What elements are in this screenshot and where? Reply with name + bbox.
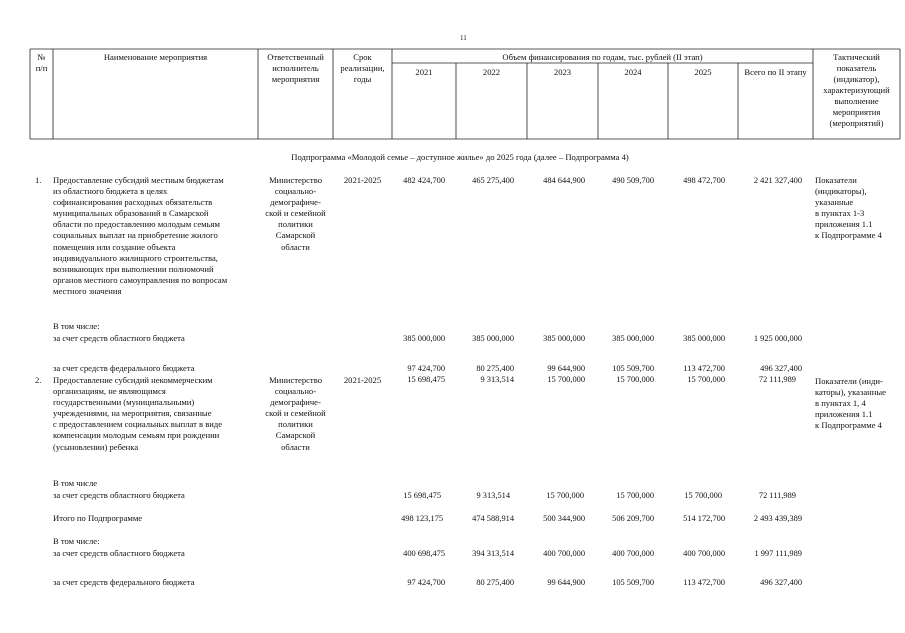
- item1-federal-2024: 105 509,700: [612, 364, 654, 373]
- header-year-2025: 2025: [694, 67, 712, 77]
- item2-name: Предоставление субсидий некоммерческим организациям, не являющимся государственными (муниципальными) учреждениями, на мероприятия, связанные с предоставлением социальных выплат в виде компенсации молодым семьям при рождении (усыновлении) ребенка: [53, 375, 223, 452]
- header-year-2023: 2023: [553, 67, 572, 77]
- item2-regional-total: 72 111,989: [758, 491, 796, 500]
- item2-regional-2023: 15 700,000: [546, 491, 584, 500]
- item2-value-2022: 9 313,514: [480, 375, 514, 384]
- item2-value-2025: 15 700,000: [687, 375, 725, 384]
- total-label: Итого по Подпрограмме: [53, 513, 143, 523]
- header-year-2022: 2022: [482, 67, 501, 77]
- item2-regional-2022: 9 313,514: [476, 491, 510, 500]
- total-regional-total: 1 997 111,989: [754, 549, 802, 558]
- item2-value-total: 72 111,989: [758, 375, 796, 384]
- total-federal-2023: 99 644,900: [547, 578, 585, 587]
- item1-federal-2021: 97 424,700: [407, 364, 445, 373]
- item1-value-2023: 484 644,900: [543, 176, 585, 185]
- item1-period: 2021-2025: [343, 175, 382, 185]
- item1-regional-2024: 385 000,000: [612, 334, 654, 343]
- total-regional-2025: 400 700,000: [683, 549, 725, 558]
- item2-period: 2021-2025: [343, 375, 382, 385]
- total-value-2025: 514 172,700: [683, 514, 725, 523]
- item2-regional-2024: 15 700,000: [616, 491, 654, 500]
- total-including-label: В том числе:: [53, 536, 100, 546]
- item1-regional-total: 1 925 000,000: [753, 334, 802, 343]
- item2-regional-2025: 15 700,000: [684, 491, 722, 500]
- total-federal-2022: 80 275,400: [476, 578, 514, 587]
- total-value-2023: 500 344,900: [543, 514, 585, 523]
- item1-including-label: В том числе:: [53, 321, 100, 331]
- item1-regional-2023: 385 000,000: [543, 334, 585, 343]
- header-period: Срок реализации, годы: [340, 52, 385, 84]
- item1-regional-2021: 385 000,000: [403, 334, 445, 343]
- item1-value-2022: 465 275,400: [472, 176, 514, 185]
- item2-value-2024: 15 700,000: [616, 375, 654, 384]
- item2-indicator: Показатели (инди- каторы), указанные в пунктах 1, 4 приложения 1.1 к Подпрограмме 4: [815, 376, 886, 431]
- total-regional-2021: 400 698,475: [403, 549, 445, 558]
- item1-regional-2022: 385 000,000: [472, 334, 514, 343]
- total-regional-2023: 400 700,000: [543, 549, 585, 558]
- item2-value-2021: 15 698,475: [407, 375, 445, 384]
- total-federal-total: 496 327,400: [760, 578, 802, 587]
- total-regional-2024: 400 700,000: [612, 549, 654, 558]
- item1-federal-2025: 113 472,700: [683, 364, 725, 373]
- total-value-2021: 498 123,175: [401, 514, 443, 523]
- item2-executor: Министерство социально- демографиче- ской и семейной политики Самарской области: [265, 375, 326, 452]
- item2-including-label: В том числе: [53, 478, 98, 488]
- header-year-2024: 2024: [624, 67, 642, 77]
- item1-regional-label: за счет средств областного бюджета: [53, 333, 185, 343]
- total-federal-2024: 105 509,700: [612, 578, 654, 587]
- subprogram-title: Подпрограмма «Молодой семье – доступное жилье» до 2025 года (далее – Подпрограмма 4): [291, 152, 629, 162]
- total-federal-2021: 97 424,700: [407, 578, 445, 587]
- item1-value-total: 2 421 327,400: [753, 176, 802, 185]
- item1-value-2024: 490 509,700: [612, 176, 654, 185]
- header-indicator: Тактический показатель (индикатор), характеризующий выполнение мероприятия (мероприятий): [823, 52, 890, 128]
- item1-federal-2023: 99 644,900: [547, 364, 585, 373]
- total-regional-label: за счет средств областного бюджета: [53, 548, 185, 558]
- header-name: Наименование мероприятия: [103, 52, 208, 62]
- item1-executor: Министерство социально- демографиче- ской и семейной политики Самарской области: [265, 175, 326, 252]
- item1-number: 1.: [35, 175, 42, 185]
- item1-federal-label: за счет средств федерального бюджета: [53, 363, 195, 373]
- item1-federal-2022: 80 275,400: [476, 364, 514, 373]
- total-federal-label: за счет средств федерального бюджета: [53, 577, 195, 587]
- header-financing: Объем финансирования по годам, тыс. рублей (II этап): [502, 52, 703, 62]
- item1-value-2025: 498 472,700: [683, 176, 725, 185]
- total-federal-2025: 113 472,700: [683, 578, 725, 587]
- total-regional-2022: 394 313,514: [472, 549, 514, 558]
- header-year-2021: 2021: [415, 67, 433, 77]
- header-executor: Ответственный исполнитель мероприятия: [267, 52, 324, 84]
- item2-number: 2.: [35, 375, 42, 385]
- item1-federal-total: 496 327,400: [760, 364, 802, 373]
- item1-regional-2025: 385 000,000: [683, 334, 725, 343]
- header-number: № п/п: [35, 52, 48, 73]
- header-total: Всего по II этапу: [744, 67, 807, 77]
- total-value-2022: 474 588,914: [472, 514, 514, 523]
- total-value-2024: 506 209,700: [612, 514, 654, 523]
- item2-regional-label: за счет средств областного бюджета: [53, 490, 185, 500]
- page-number: 11: [460, 34, 467, 42]
- item1-name: Предоставление субсидий местным бюджетам из областного бюджета в целях софинансирования расходных обязательств муниципальных образований в Самарской области по предоставлению молодым семьям социальных выплат на приобретение жилого помещения или создание объекта индивидуального жилищного строительства, возникающих при выполнении полномочий органов местного самоуправления по вопросам местного значения: [53, 175, 228, 296]
- total-value-total: 2 493 439,389: [753, 514, 802, 523]
- item1-indicator: Показатели (индикаторы), указанные в пунктах 1-3 приложения 1.1 к Подпрограмме 4: [815, 175, 882, 241]
- item1-value-2021: 482 424,700: [403, 176, 445, 185]
- item2-regional-2021: 15 698,475: [403, 491, 441, 500]
- item2-value-2023: 15 700,000: [547, 375, 585, 384]
